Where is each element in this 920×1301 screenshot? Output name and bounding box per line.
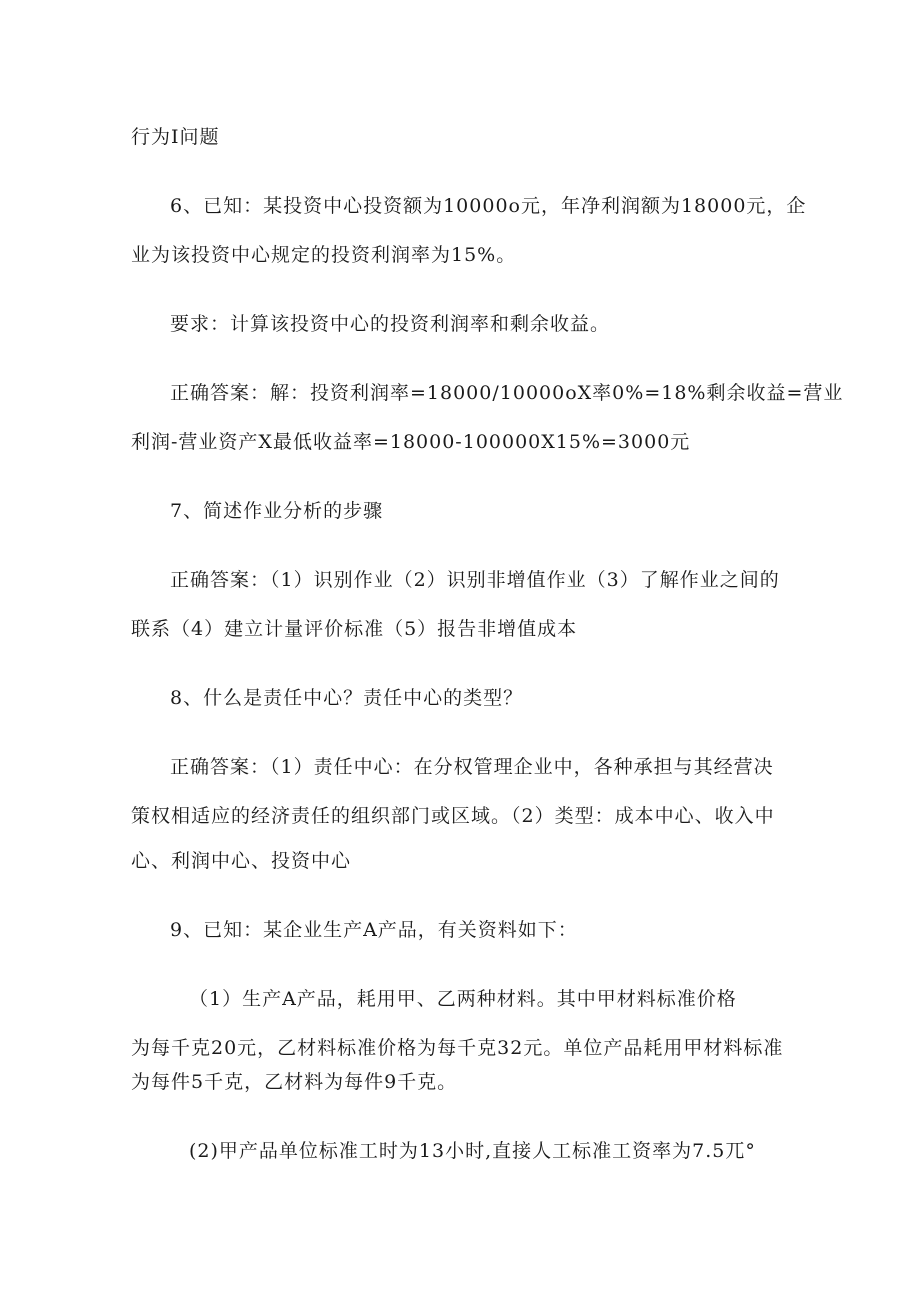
answer-6-line-2: 利润-营业资产X最低收益率=18000-100000X15%=3000元 [131,431,691,453]
question-7: 7、简述作业分析的步骤 [170,500,384,522]
question-9-item-1-line-3: 为每件5千克，乙材料为每件9千克。 [131,1071,458,1093]
question-6-line-1: 6、已知：某投资中心投资额为10000o元，年净利润额为18000元，企 [170,195,807,217]
question-8: 8、什么是责任中心？责任中心的类型？ [170,687,524,709]
question-9-item-1-line-1: （1）生产A产品，耗用甲、乙两种材料。其中甲材料标准价格 [189,988,737,1010]
question-9-item-2: (2)甲产品单位标准工时为13小时,直接人工标准工资率为7.5兀° [189,1140,756,1162]
answer-6-line-1: 正确答案：解：投资利润率=18000/10000oX率0%=18%剩余收益=营业 [170,382,844,404]
answer-7-line-2: 联系（4）建立计量评价标准（5）报告非增值成本 [131,618,578,640]
answer-7-line-1: 正确答案：（1）识别作业（2）识别非增值作业（3）了解作业之间的 [170,569,780,591]
question-9-item-1-line-2: 为每千克20元，乙材料标准价格为每千克32元。单位产品耗用甲材料标准 [131,1037,784,1059]
answer-8-line-1: 正确答案：（1）责任中心：在分权管理企业中，各种承担与其经营决 [170,756,774,778]
text-line-heading-fragment: 行为Ⅰ问题 [131,126,220,148]
question-9: 9、已知：某企业生产A产品，有关资料如下： [170,919,578,941]
question-6-requirement: 要求：计算该投资中心的投资利润率和剩余收益。 [170,313,611,335]
question-6-line-2: 业为该投资中心规定的投资利润率为15%。 [131,244,517,266]
answer-8-line-3: 心、利润中心、投资中心 [131,850,352,872]
answer-8-line-2: 策权相适应的经济责任的组织部门或区域。（2）类型：成本中心、收入中 [131,805,775,827]
